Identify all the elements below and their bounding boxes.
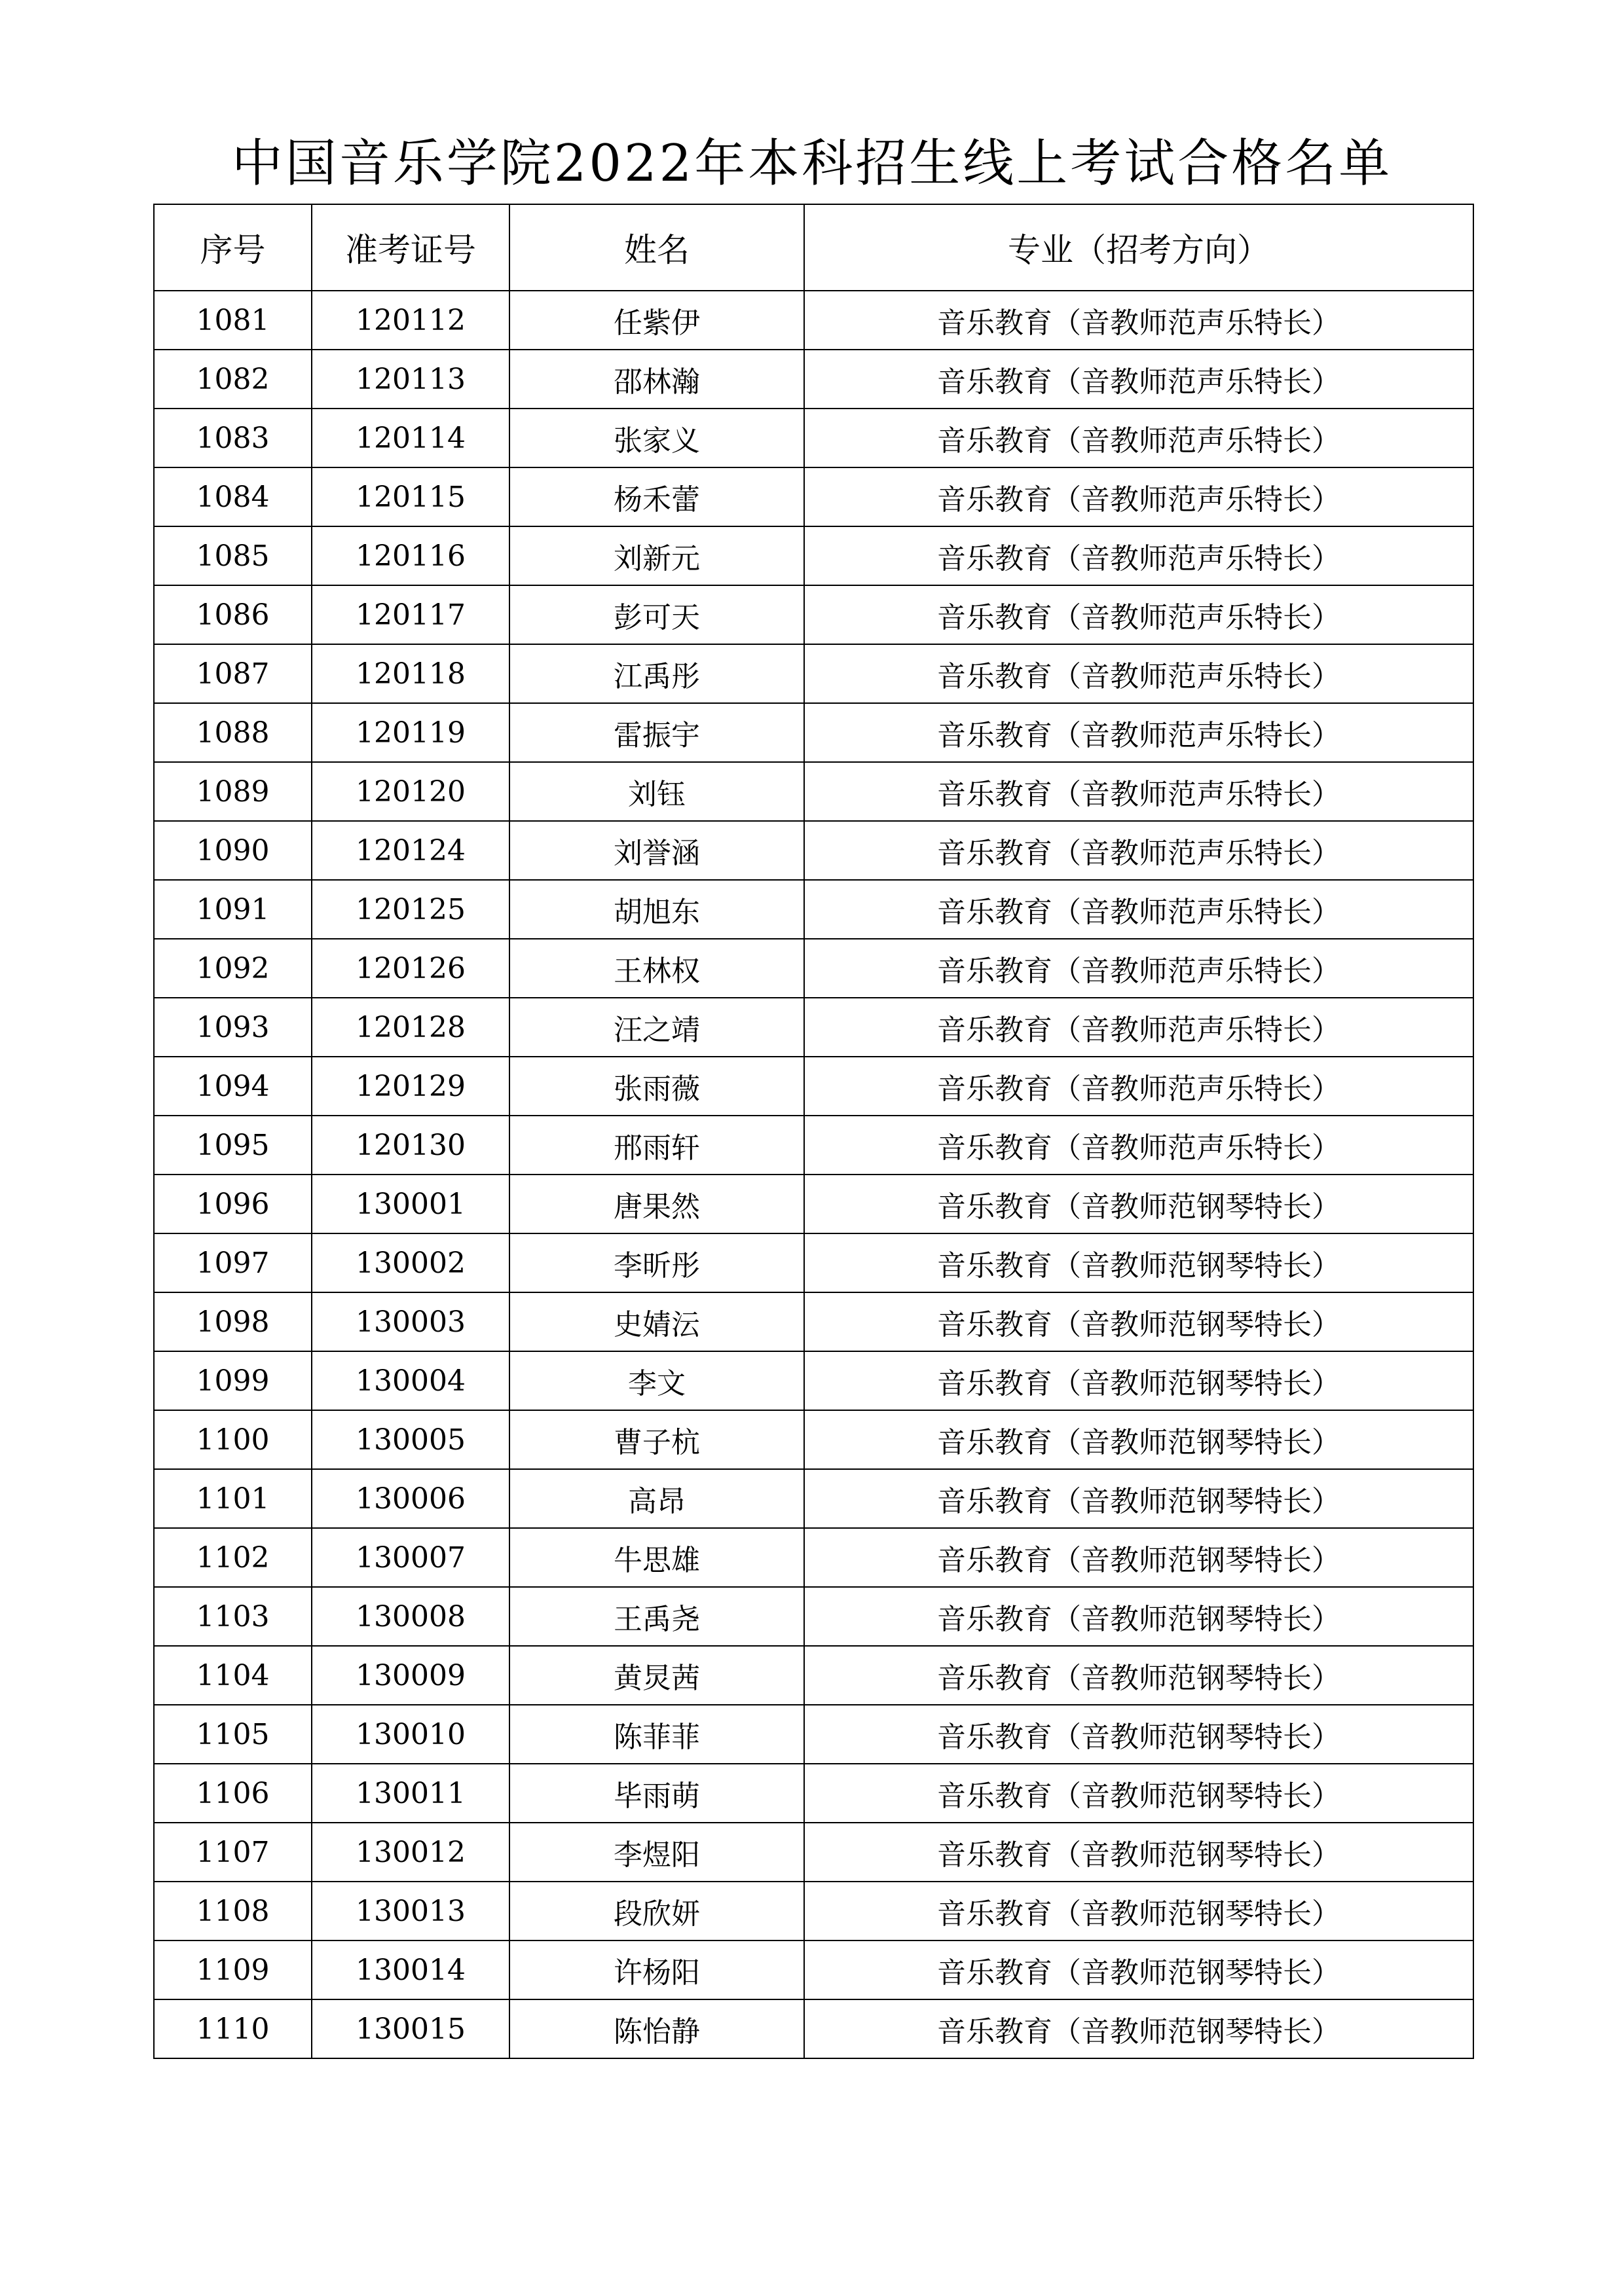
cell-ticket-number: 120113 [312, 350, 509, 409]
cell-ticket-number: 120115 [312, 467, 509, 526]
cell-ticket-number: 130014 [312, 1941, 509, 1999]
cell-ticket-number: 130011 [312, 1764, 509, 1823]
cell-ticket-number: 130004 [312, 1351, 509, 1410]
cell-seq: 1107 [154, 1823, 312, 1882]
cell-major: 音乐教育（音教师范声乐特长） [804, 998, 1473, 1057]
cell-seq: 1090 [154, 821, 312, 880]
table-row [154, 1469, 1473, 1528]
cell-major: 音乐教育（音教师范声乐特长） [804, 821, 1473, 880]
cell-major: 音乐教育（音教师范声乐特长） [804, 467, 1473, 526]
cell-seq: 1110 [154, 1999, 312, 2058]
cell-name: 王禹尧 [509, 1587, 804, 1646]
table-header-row [154, 204, 1473, 291]
cell-major: 音乐教育（音教师范钢琴特长） [804, 1705, 1473, 1764]
cell-name: 任紫伊 [509, 291, 804, 350]
header-ticket-number: 准考证号 [312, 204, 509, 291]
table-row [154, 880, 1473, 939]
table-row [154, 291, 1473, 350]
cell-major: 音乐教育（音教师范声乐特长） [804, 939, 1473, 998]
cell-ticket-number: 130010 [312, 1705, 509, 1764]
cell-major: 音乐教育（音教师范声乐特长） [804, 1116, 1473, 1175]
cell-major: 音乐教育（音教师范钢琴特长） [804, 1999, 1473, 2058]
cell-major: 音乐教育（音教师范钢琴特长） [804, 1175, 1473, 1233]
cell-seq: 1094 [154, 1057, 312, 1116]
cell-name: 陈菲菲 [509, 1705, 804, 1764]
cell-major: 音乐教育（音教师范钢琴特长） [804, 1410, 1473, 1469]
cell-name: 张雨薇 [509, 1057, 804, 1116]
cell-name: 许杨阳 [509, 1941, 804, 1999]
cell-seq: 1095 [154, 1116, 312, 1175]
cell-major: 音乐教育（音教师范钢琴特长） [804, 1292, 1473, 1351]
cell-seq: 1101 [154, 1469, 312, 1528]
cell-seq: 1083 [154, 409, 312, 467]
page-title: 中国音乐学院2022年本科招生线上考试合格名单 [231, 134, 1393, 193]
cell-ticket-number: 120119 [312, 703, 509, 762]
cell-ticket-number: 130005 [312, 1410, 509, 1469]
cell-ticket-number: 120125 [312, 880, 509, 939]
cell-major: 音乐教育（音教师范钢琴特长） [804, 1646, 1473, 1705]
table-row [154, 1292, 1473, 1351]
cell-ticket-number: 120120 [312, 762, 509, 821]
header-seq: 序号 [154, 204, 312, 291]
cell-seq: 1104 [154, 1646, 312, 1705]
cell-major: 音乐教育（音教师范钢琴特长） [804, 1233, 1473, 1292]
cell-name: 汪之靖 [509, 998, 804, 1057]
cell-seq: 1106 [154, 1764, 312, 1823]
cell-ticket-number: 120124 [312, 821, 509, 880]
table-row [154, 1410, 1473, 1469]
cell-seq: 1109 [154, 1941, 312, 1999]
cell-name: 李煜阳 [509, 1823, 804, 1882]
cell-name: 曹子杭 [509, 1410, 804, 1469]
cell-major: 音乐教育（音教师范钢琴特长） [804, 1764, 1473, 1823]
cell-ticket-number: 120126 [312, 939, 509, 998]
table-body [154, 291, 1473, 2058]
cell-seq: 1091 [154, 880, 312, 939]
cell-seq: 1088 [154, 703, 312, 762]
table-row [154, 1705, 1473, 1764]
cell-name: 胡旭东 [509, 880, 804, 939]
cell-seq: 1102 [154, 1528, 312, 1587]
cell-seq: 1081 [154, 291, 312, 350]
cell-major: 音乐教育（音教师范钢琴特长） [804, 1882, 1473, 1941]
cell-seq: 1082 [154, 350, 312, 409]
cell-seq: 1089 [154, 762, 312, 821]
cell-seq: 1096 [154, 1175, 312, 1233]
table-row [154, 409, 1473, 467]
cell-name: 邢雨轩 [509, 1116, 804, 1175]
cell-name: 黄炅茜 [509, 1646, 804, 1705]
cell-name: 李昕彤 [509, 1233, 804, 1292]
cell-name: 牛思雄 [509, 1528, 804, 1587]
table-row [154, 998, 1473, 1057]
cell-seq: 1103 [154, 1587, 312, 1646]
cell-major: 音乐教育（音教师范声乐特长） [804, 291, 1473, 350]
table-row [154, 350, 1473, 409]
cell-seq: 1099 [154, 1351, 312, 1410]
table-row [154, 644, 1473, 703]
cell-seq: 1105 [154, 1705, 312, 1764]
cell-ticket-number: 130001 [312, 1175, 509, 1233]
cell-major: 音乐教育（音教师范钢琴特长） [804, 1941, 1473, 1999]
table-row [154, 1823, 1473, 1882]
cell-seq: 1084 [154, 467, 312, 526]
cell-name: 毕雨萌 [509, 1764, 804, 1823]
results-table [153, 204, 1474, 2059]
cell-ticket-number: 120117 [312, 585, 509, 644]
cell-ticket-number: 130009 [312, 1646, 509, 1705]
cell-major: 音乐教育（音教师范声乐特长） [804, 526, 1473, 585]
cell-major: 音乐教育（音教师范声乐特长） [804, 1057, 1473, 1116]
cell-ticket-number: 120116 [312, 526, 509, 585]
cell-ticket-number: 130003 [312, 1292, 509, 1351]
cell-ticket-number: 120112 [312, 291, 509, 350]
cell-name: 段欣妍 [509, 1882, 804, 1941]
cell-name: 张家义 [509, 409, 804, 467]
cell-name: 刘钰 [509, 762, 804, 821]
table-row [154, 1057, 1473, 1116]
cell-ticket-number: 130002 [312, 1233, 509, 1292]
cell-name: 高昂 [509, 1469, 804, 1528]
cell-name: 陈怡静 [509, 1999, 804, 2058]
cell-major: 音乐教育（音教师范声乐特长） [804, 409, 1473, 467]
cell-major: 音乐教育（音教师范声乐特长） [804, 762, 1473, 821]
cell-ticket-number: 130012 [312, 1823, 509, 1882]
cell-seq: 1108 [154, 1882, 312, 1941]
table-row [154, 1882, 1473, 1941]
table-row [154, 467, 1473, 526]
header-name: 姓名 [509, 204, 804, 291]
cell-seq: 1098 [154, 1292, 312, 1351]
cell-name: 唐果然 [509, 1175, 804, 1233]
cell-ticket-number: 130007 [312, 1528, 509, 1587]
table-row [154, 1233, 1473, 1292]
table-row [154, 526, 1473, 585]
table-row [154, 1528, 1473, 1587]
cell-ticket-number: 120114 [312, 409, 509, 467]
cell-major: 音乐教育（音教师范声乐特长） [804, 644, 1473, 703]
table-row [154, 1116, 1473, 1175]
cell-name: 王林权 [509, 939, 804, 998]
cell-name: 史婧沄 [509, 1292, 804, 1351]
cell-seq: 1087 [154, 644, 312, 703]
cell-name: 刘新元 [509, 526, 804, 585]
table-row [154, 1646, 1473, 1705]
table-row [154, 1999, 1473, 2058]
cell-seq: 1092 [154, 939, 312, 998]
table-row [154, 703, 1473, 762]
cell-name: 李文 [509, 1351, 804, 1410]
cell-ticket-number: 130015 [312, 1999, 509, 2058]
cell-major: 音乐教育（音教师范钢琴特长） [804, 1587, 1473, 1646]
cell-major: 音乐教育（音教师范钢琴特长） [804, 1528, 1473, 1587]
cell-name: 刘誉涵 [509, 821, 804, 880]
cell-ticket-number: 120118 [312, 644, 509, 703]
cell-major: 音乐教育（音教师范声乐特长） [804, 703, 1473, 762]
table-row [154, 1351, 1473, 1410]
table-row [154, 1941, 1473, 1999]
cell-major: 音乐教育（音教师范钢琴特长） [804, 1351, 1473, 1410]
cell-name: 邵林瀚 [509, 350, 804, 409]
table-row [154, 939, 1473, 998]
cell-ticket-number: 130006 [312, 1469, 509, 1528]
table-row [154, 585, 1473, 644]
cell-major: 音乐教育（音教师范声乐特长） [804, 585, 1473, 644]
cell-major: 音乐教育（音教师范钢琴特长） [804, 1469, 1473, 1528]
table-row [154, 1764, 1473, 1823]
cell-ticket-number: 130008 [312, 1587, 509, 1646]
table-row [154, 762, 1473, 821]
table-row [154, 1175, 1473, 1233]
cell-ticket-number: 130013 [312, 1882, 509, 1941]
cell-major: 音乐教育（音教师范声乐特长） [804, 880, 1473, 939]
cell-ticket-number: 120129 [312, 1057, 509, 1116]
cell-seq: 1093 [154, 998, 312, 1057]
table-row [154, 1587, 1473, 1646]
cell-seq: 1085 [154, 526, 312, 585]
cell-ticket-number: 120128 [312, 998, 509, 1057]
cell-name: 彭可天 [509, 585, 804, 644]
cell-name: 杨禾蕾 [509, 467, 804, 526]
cell-name: 雷振宇 [509, 703, 804, 762]
cell-seq: 1097 [154, 1233, 312, 1292]
cell-major: 音乐教育（音教师范声乐特长） [804, 350, 1473, 409]
header-major: 专业（招考方向） [804, 204, 1473, 291]
cell-seq: 1086 [154, 585, 312, 644]
table-row [154, 821, 1473, 880]
cell-major: 音乐教育（音教师范钢琴特长） [804, 1823, 1473, 1882]
cell-ticket-number: 120130 [312, 1116, 509, 1175]
cell-seq: 1100 [154, 1410, 312, 1469]
cell-name: 江禹彤 [509, 644, 804, 703]
